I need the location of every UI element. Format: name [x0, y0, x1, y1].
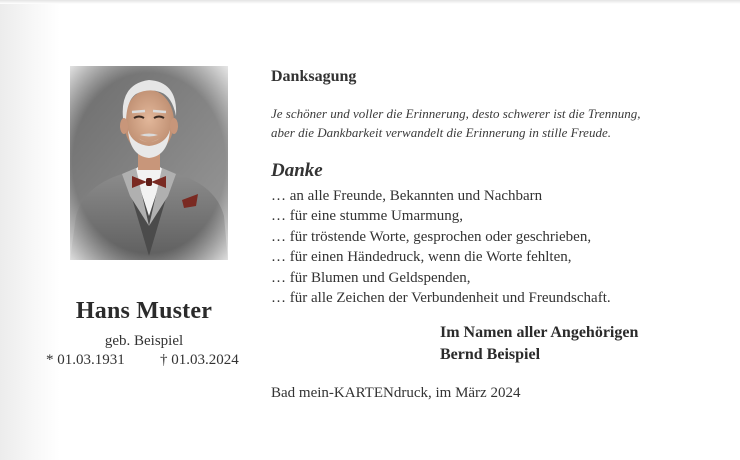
birth-name: geb. Beispiel: [104, 333, 184, 349]
thanks-item: … für tröstende Worte, gesprochen oder geschrieben,: [271, 228, 592, 245]
card-heading: Danksagung: [271, 68, 357, 85]
thanks-item: … für einen Händedruck, wenn die Worte fehlten,: [271, 249, 572, 266]
thanks-title: Danke: [271, 160, 323, 181]
place-date: Bad mein-KARTENdruck, im März 2024: [271, 385, 521, 401]
death-date: † 01.03.2024: [160, 352, 239, 368]
card-edge-shadow: [0, 0, 60, 460]
thanks-item: … für eine stumme Umarmung,: [271, 208, 464, 225]
thanks-item: … für Blumen und Geldspenden,: [271, 269, 471, 286]
deceased-name: Hans Muster: [75, 298, 213, 324]
thanks-item: … an alle Freunde, Bekannten und Nachbarn: [271, 188, 543, 204]
thanks-item: … für alle Zeichen der Verbundenheit und Freundschaft.: [271, 290, 611, 307]
signature-name: Bernd Beispiel: [440, 346, 541, 363]
quote-line: aber die Dankbarkeit verwandelt die Erinnerung in stille Freude.: [271, 125, 611, 140]
portrait-photo: [70, 66, 228, 260]
card-top-edge: [0, 0, 740, 4]
quote-line: Je schöner und voller die Erinnerung, desto schwerer ist die Trennung,: [271, 106, 641, 121]
birth-date: * 01.03.1931: [46, 352, 125, 368]
signature-line: Im Namen aller Angehörigen: [440, 324, 639, 341]
memorial-quote: [271, 104, 640, 142]
portrait-icon: [70, 66, 228, 260]
thanks-list: [271, 186, 611, 308]
